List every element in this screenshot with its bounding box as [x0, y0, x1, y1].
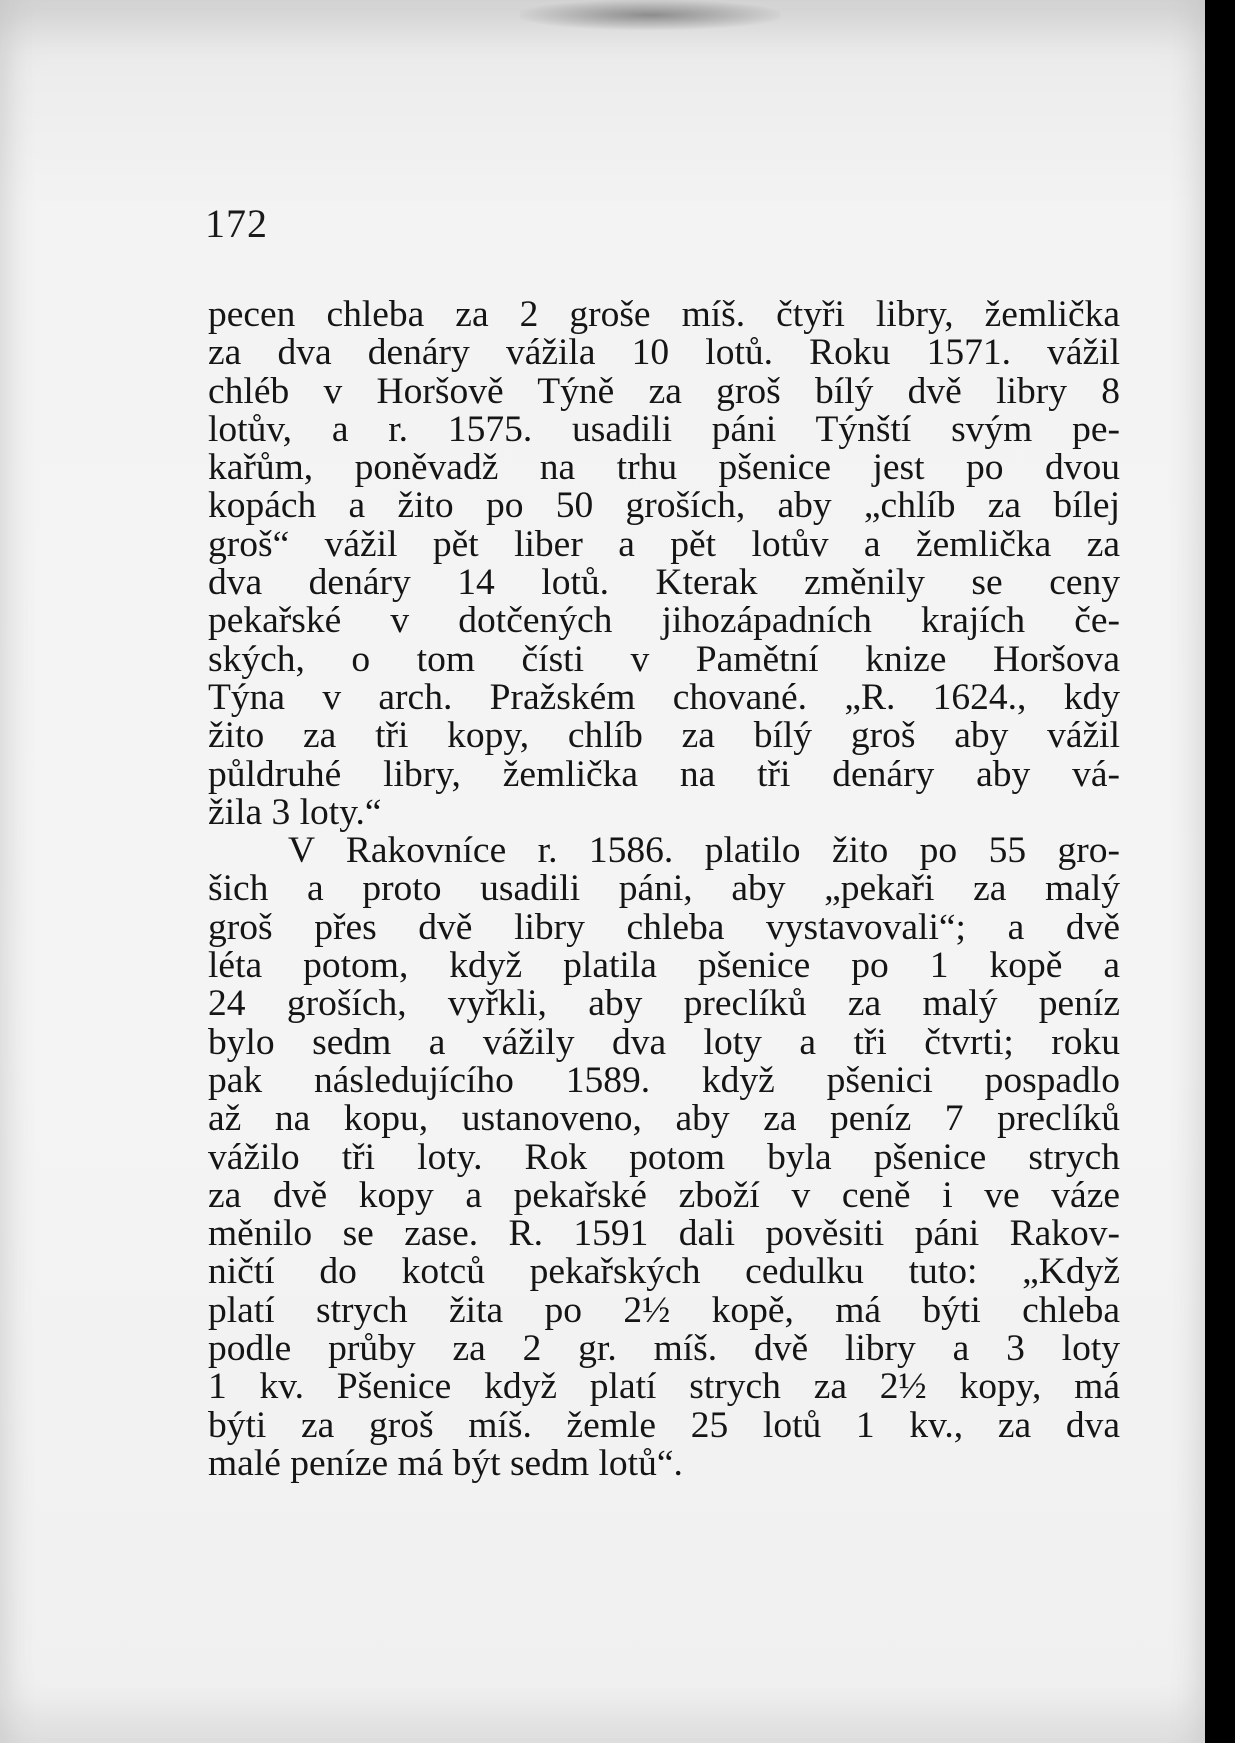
text-line: groš přes dvě libry chleba vystavovali“; a dvě [208, 908, 1120, 948]
text-line: býti za groš míš. žemle 25 lotů 1 kv., za dva [208, 1406, 1120, 1445]
text-line: bylo sedm a vážily dva loty a tři čtvrti; roku [208, 1023, 1120, 1062]
text-line: kařům, poněvadž na trhu pšenice jest po dvou [208, 449, 1120, 488]
text-line: za dvě kopy a pekařské zboží v ceně i ve váze [208, 1176, 1120, 1216]
text-line: vážilo tři loty. Rok potom byla pšenice strych [208, 1138, 1120, 1177]
text-line: za dva denáry vážila 10 lotů. Roku 1571. vážil [208, 334, 1120, 373]
text-line: žila 3 loty.“ [208, 793, 382, 833]
text-line: pekařské v dotčených jihozápadních krajích če- [208, 602, 1120, 641]
text-line: dva denáry 14 lotů. Kterak změnily se ceny [208, 564, 1120, 603]
scan-edge [1205, 0, 1235, 1743]
text-line: ničtí do kotců pekařských cedulku tuto: „Když [208, 1253, 1120, 1292]
scan-smudge [520, 0, 780, 30]
text-line: 1 kv. Pšenice když platí strych za 2½ kopy, má [208, 1368, 1120, 1407]
text-line: V Rakovníce r. 1586. platilo žito po 55 gro- [288, 832, 1120, 871]
text-line: lotův, a r. 1575. usadili páni Týnští svým pe- [208, 410, 1120, 450]
text-line: půldruhé libry, žemlička na tři denáry aby vá- [208, 755, 1120, 794]
page-number: 172 [205, 201, 268, 246]
text-line: měnilo se zase. R. 1591 dali pověsiti páni Rakov- [208, 1215, 1120, 1254]
text-line: Týna v arch. Pražském chované. „R. 1624., kdy [208, 678, 1120, 718]
text-line: podle průby za 2 gr. míš. dvě libry a 3 loty [208, 1330, 1120, 1369]
text-line: kopách a žito po 50 groších, aby „chlíb za bílej [208, 487, 1120, 526]
body-text [208, 296, 1120, 1483]
text-line: pak následujícího 1589. když pšenici pospadlo [208, 1061, 1120, 1101]
text-line: 24 groších, vyřkli, aby preclíků za malý peníz [208, 985, 1120, 1024]
text-line: ských, o tom čísti v Pamětní knize Horšova [208, 640, 1120, 679]
text-line: malé peníze má být sedm lotů“. [208, 1444, 683, 1484]
text-line: chléb v Horšově Týně za groš bílý dvě libry 8 [208, 372, 1120, 411]
text-line: groš“ vážil pět liber a pět lotův a žemlička za [208, 525, 1120, 565]
text-line: léta potom, když platila pšenice po 1 kopě a [208, 947, 1120, 986]
text-line: žito za tři kopy, chlíb za bílý groš aby vážil [208, 717, 1120, 756]
text-line: až na kopu, ustanoveno, aby za peníz 7 preclíků [208, 1100, 1120, 1139]
text-line: pecen chleba za 2 groše míš. čtyři libry, žemlička [208, 296, 1120, 335]
text-line: platí strych žita po 2½ kopě, má býti chleba [208, 1291, 1120, 1331]
text-line: šich a proto usadili páni, aby „pekaři za malý [208, 870, 1120, 909]
